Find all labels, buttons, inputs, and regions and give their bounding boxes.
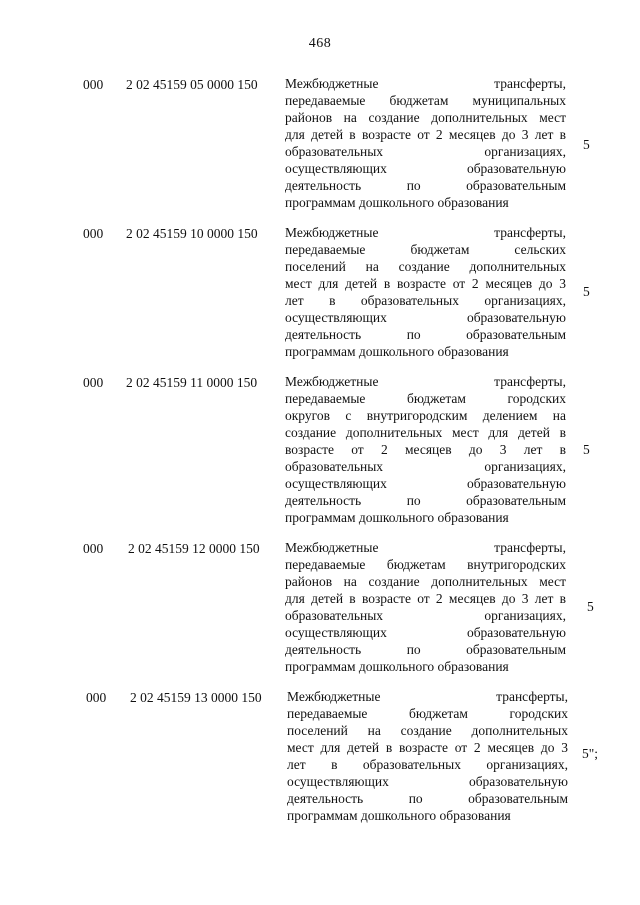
row-description	[285, 373, 566, 526]
admin-code: 000	[83, 77, 104, 92]
admin-code: 000	[86, 690, 107, 705]
income-code: 2 02 45159 12 0000 150	[128, 541, 260, 556]
description-line: программам дошкольного образования	[285, 510, 509, 525]
admin-code: 000	[83, 375, 104, 390]
description-line: программам дошкольного образования	[285, 344, 509, 359]
description-line: районов на создание дополнительных мест	[285, 110, 566, 125]
description-line: лет в образовательных организациях,	[287, 757, 568, 772]
admin-code: 000	[83, 226, 104, 241]
description-line: создание дополнительных мест для детей в	[285, 425, 566, 440]
table-row	[0, 373, 640, 530]
description-line: осуществляющих образовательную	[287, 774, 568, 789]
description-line: образовательных организациях,	[285, 144, 566, 159]
row-description	[285, 224, 566, 360]
description-line: передаваемые бюджетам городских	[287, 706, 568, 721]
description-line: поселений на создание дополнительных	[285, 259, 566, 274]
description-line: районов на создание дополнительных мест	[285, 574, 566, 589]
description-line: округов с внутригородским делением на	[285, 408, 566, 423]
description-line: образовательных организациях,	[285, 459, 566, 474]
table-row	[0, 688, 640, 828]
description-line: для детей в возрасте от 2 месяцев до 3 лет в	[285, 591, 566, 606]
description-line: осуществляющих образовательную	[285, 310, 566, 325]
description-line: осуществляющих образовательную	[285, 625, 566, 640]
description-line: программам дошкольного образования	[285, 195, 509, 210]
income-code: 2 02 45159 11 0000 150	[126, 375, 258, 390]
row-amount: 5	[587, 599, 594, 614]
description-line: Межбюджетные трансферты,	[285, 76, 566, 91]
description-line: для детей в возрасте от 2 месяцев до 3 лет в	[285, 127, 566, 142]
description-line: мест для детей в возрасте от 2 месяцев до 3	[285, 276, 566, 291]
description-line: передаваемые бюджетам муниципальных	[285, 93, 566, 108]
description-line: программам дошкольного образования	[285, 659, 509, 674]
description-line: передаваемые бюджетам внутригородских	[285, 557, 566, 572]
row-amount: 5";	[582, 746, 599, 761]
description-line: Межбюджетные трансферты,	[287, 689, 568, 704]
table-row	[0, 539, 640, 679]
description-line: Межбюджетные трансферты,	[285, 225, 566, 240]
table-row	[0, 224, 640, 364]
table-row	[0, 75, 640, 215]
description-line: передаваемые бюджетам сельских	[285, 242, 566, 257]
description-line: деятельность по образовательным	[285, 178, 566, 193]
row-description	[285, 539, 566, 675]
row-description	[285, 75, 566, 211]
row-amount: 5	[583, 284, 590, 299]
description-line: Межбюджетные трансферты,	[285, 540, 566, 555]
row-amount: 5	[583, 442, 590, 457]
description-line: лет в образовательных организациях,	[285, 293, 566, 308]
income-code: 2 02 45159 13 0000 150	[130, 690, 262, 705]
admin-code: 000	[83, 541, 104, 556]
description-line: деятельность по образовательным	[285, 493, 566, 508]
description-line: деятельность по образовательным	[287, 791, 568, 806]
description-line: образовательных организациях,	[285, 608, 566, 623]
description-line: осуществляющих образовательную	[285, 476, 566, 491]
description-line: мест для детей в возрасте от 2 месяцев до 3	[287, 740, 568, 755]
description-line: Межбюджетные трансферты,	[285, 374, 566, 389]
income-code: 2 02 45159 05 0000 150	[126, 77, 258, 92]
page-number: 468	[308, 36, 332, 51]
income-code: 2 02 45159 10 0000 150	[126, 226, 258, 241]
description-line: поселений на создание дополнительных	[287, 723, 568, 738]
description-line: передаваемые бюджетам городских	[285, 391, 566, 406]
description-line: деятельность по образовательным	[285, 642, 566, 657]
description-line: возрасте от 2 месяцев до 3 лет в	[285, 442, 566, 457]
description-line: осуществляющих образовательную	[285, 161, 566, 176]
description-line: деятельность по образовательным	[285, 327, 566, 342]
row-amount: 5	[583, 137, 590, 152]
description-line: программам дошкольного образования	[287, 808, 511, 823]
row-description	[287, 688, 568, 824]
